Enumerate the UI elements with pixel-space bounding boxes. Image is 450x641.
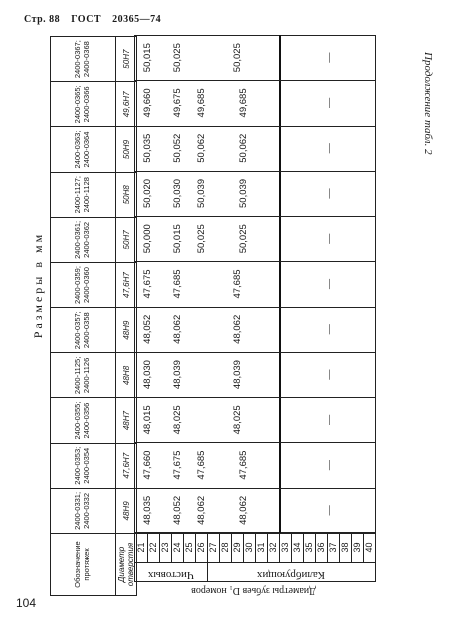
value-cell: 49,660 (141, 88, 153, 118)
dash-cell: — (279, 80, 377, 125)
fit-cell: 50H8 (116, 172, 137, 217)
designation-cell: 2400-1127; 2400-1128 (51, 172, 116, 217)
value-cell: 50,020 (141, 178, 153, 208)
value-cell: 48,025 (231, 405, 243, 435)
dash-cell: — (279, 488, 377, 533)
designation-row (51, 37, 116, 596)
designation-cell: 2400-0363; 2400-0364 (51, 127, 116, 172)
standard-number: 20365—74 (112, 14, 162, 25)
standard-name: ГОСТ (71, 14, 102, 25)
value-cell: 48,052 (141, 314, 153, 344)
rotated-table-container (26, 36, 432, 596)
value-column (135, 171, 375, 217)
value-cell: 48,015 (141, 405, 153, 435)
value-cell: 48,039 (171, 360, 183, 390)
value-cell: 50,025 (195, 224, 207, 254)
dash-cell: — (279, 35, 377, 80)
designation-cell: 2400-0353; 2400-0354 (51, 443, 116, 488)
value-cell: 50,015 (141, 43, 153, 73)
group-clean: Чистовых (135, 562, 208, 581)
row-number: 27 (207, 533, 220, 562)
value-cell: 47,685 (231, 269, 243, 299)
value-column (135, 35, 375, 81)
values-grid (134, 35, 376, 534)
value-cell: 48,062 (231, 314, 243, 344)
row-number: 24 (171, 533, 184, 562)
dash-cell: — (279, 216, 377, 261)
row-number: 37 (327, 533, 340, 562)
group-column (134, 532, 376, 582)
fit-cell: 48H8 (116, 353, 137, 398)
row-number: 28 (219, 533, 232, 562)
designation-cell: 2400-0355; 2400-0356 (51, 398, 116, 443)
value-cell: 49,675 (171, 88, 183, 118)
value-cell: 50,000 (141, 224, 153, 254)
row-number: 29 (231, 533, 244, 562)
row-number: 30 (243, 533, 256, 562)
value-cell: 48,025 (171, 405, 183, 435)
value-column (135, 307, 375, 353)
value-cell: 48,030 (141, 360, 153, 390)
dash-cell: — (279, 261, 377, 306)
designation-cell: 2400-1125; 2400-1126 (51, 353, 116, 398)
row-number: 21 (135, 533, 148, 562)
row-number: 22 (147, 533, 160, 562)
value-cell: 48,062 (171, 314, 183, 344)
value-cell: 50,039 (237, 178, 249, 208)
dash-cell: — (279, 307, 377, 352)
value-cell: 48,039 (231, 360, 243, 390)
dimensions-table (26, 36, 137, 596)
row-number-column (135, 533, 375, 562)
row-number: 23 (159, 533, 172, 562)
group-calibr: Калибрующих (207, 562, 375, 581)
row-number: 38 (339, 533, 352, 562)
fit-cell: 50H7 (116, 37, 137, 82)
table-caption-spacer (26, 534, 51, 596)
row-number: 39 (351, 533, 364, 562)
value-cell: 50,025 (171, 43, 183, 73)
designation-cell: 2400-0367; 2400-0368 (51, 37, 116, 82)
value-cell: 50,015 (171, 224, 183, 254)
designation-cell: 2400-0359; 2400-0360 (51, 262, 116, 307)
fit-cell: 50H9 (116, 127, 137, 172)
value-cell: 50,039 (195, 178, 207, 208)
designation-cell: 2400-0357; 2400-0358 (51, 308, 116, 353)
row-header-fit: Диаметр отверстия (116, 534, 137, 596)
fit-cell: 48H7 (116, 398, 137, 443)
value-cell: 50,062 (237, 133, 249, 163)
fit-cell: 50H7 (116, 217, 137, 262)
row-number: 25 (183, 533, 196, 562)
fit-cell: 47,6H7 (116, 262, 137, 307)
row-number: 35 (303, 533, 316, 562)
value-cell: 48,035 (141, 495, 153, 525)
value-cell: 47,660 (141, 450, 153, 480)
value-cell: 50,062 (195, 133, 207, 163)
value-cell: 50,030 (171, 178, 183, 208)
value-cell: 50,025 (237, 224, 249, 254)
value-cell: 47,675 (141, 269, 153, 299)
value-cell: 48,062 (195, 495, 207, 525)
row-header-designation: Обозначение протяжек (51, 534, 116, 596)
row-number: 34 (291, 533, 304, 562)
designation-cell: 2400-0331; 2400-0332 (51, 488, 116, 533)
continuation-label: Продолжение табл. 2 (422, 52, 434, 155)
page-number: 104 (16, 596, 37, 610)
designation-cell: 2400-0361; 2400-0362 (51, 217, 116, 262)
value-cell: 47,685 (171, 269, 183, 299)
fit-cell: 48H9 (116, 308, 137, 353)
value-cell: 49,685 (237, 88, 249, 118)
designation-cell: 2400-0365; 2400-0366 (51, 82, 116, 127)
value-column (135, 488, 375, 534)
fit-cell: 47,6H7 (116, 443, 137, 488)
fit-cell: 48H9 (116, 488, 137, 533)
value-column (135, 352, 375, 398)
value-cell: 47,675 (171, 450, 183, 480)
row-number: 36 (315, 533, 328, 562)
side-label: Диаметры зубьев D₁ номеров (191, 585, 317, 596)
dash-cell: — (279, 397, 377, 442)
value-cell: 50,025 (231, 43, 243, 73)
value-column (135, 261, 375, 307)
page-ref: Стр. 88 (24, 14, 61, 25)
dash-cell: — (279, 352, 377, 397)
row-number: 32 (267, 533, 280, 562)
value-cell: 47,685 (237, 450, 249, 480)
dash-cell: — (279, 171, 377, 216)
dash-cell: — (279, 126, 377, 171)
value-column (135, 397, 375, 443)
value-cell: 49,685 (195, 88, 207, 118)
value-column (135, 442, 375, 488)
value-column (135, 216, 375, 262)
row-number: 33 (279, 533, 292, 562)
value-column (135, 80, 375, 126)
page-header (24, 14, 169, 25)
row-number: 31 (255, 533, 268, 562)
dash-cell: — (279, 442, 377, 487)
value-column (135, 126, 375, 172)
fit-cell: 49,6H7 (116, 82, 137, 127)
row-number: 40 (363, 533, 376, 562)
value-cell: 48,052 (171, 495, 183, 525)
value-cell: 50,052 (171, 133, 183, 163)
value-cell: 47,685 (195, 450, 207, 480)
value-cell: 48,062 (237, 495, 249, 525)
row-number: 26 (195, 533, 208, 562)
value-cell: 50,035 (141, 133, 153, 163)
table-caption: Размеры в мм (30, 231, 45, 339)
